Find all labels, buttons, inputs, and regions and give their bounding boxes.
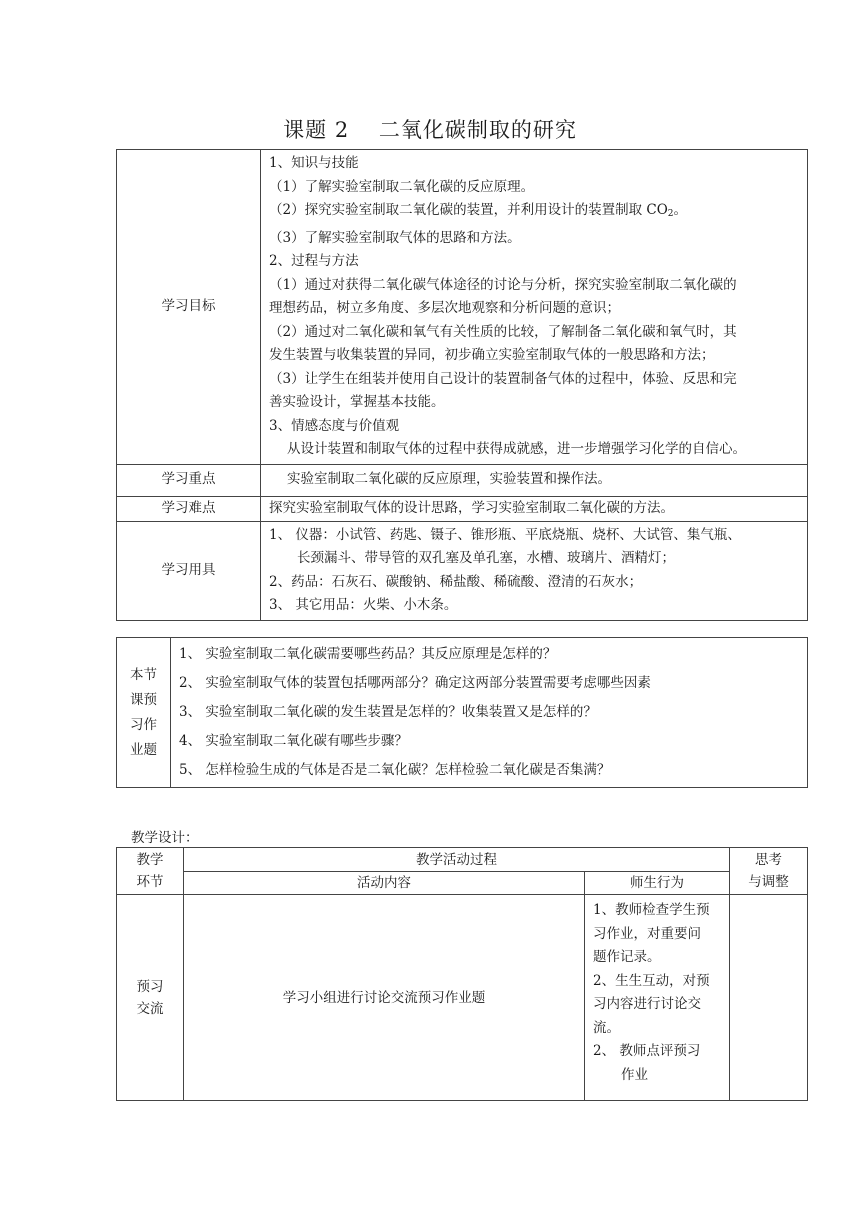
co2-subscript: 2 xyxy=(667,209,674,219)
behavior-line: 流。 xyxy=(593,1019,620,1036)
homework-item: 1、 实验室制取二氧化碳需要哪些药品？其反应原理是怎样的？ xyxy=(179,646,557,662)
reflect-cell xyxy=(730,895,808,1101)
homework-label-line: 课预 xyxy=(130,691,157,708)
goals-content xyxy=(261,150,808,465)
col-stage-line: 环节 xyxy=(136,874,164,890)
goals-line: （1）了解实验室制取二氧化碳的反应原理。 xyxy=(269,178,535,195)
difficulty-label: 学习难点 xyxy=(117,496,261,521)
col-stage-header xyxy=(117,848,184,895)
goals-line: 2、过程与方法 xyxy=(269,253,359,269)
stage-line: 交流 xyxy=(136,1000,164,1017)
goals-line: 善实验设计，掌握基本技能。 xyxy=(269,394,445,410)
design-label: 教学设计： xyxy=(131,830,199,846)
page-title: 课题 2 二氧化碳制取的研究 xyxy=(283,118,577,142)
stage-cell xyxy=(117,895,184,1101)
goals-line: （1）通过对获得二氧化碳气体途径的讨论与分析，探究实验室制取二氧化碳的 xyxy=(269,276,737,293)
co2-suffix: 。 xyxy=(673,202,688,218)
difficulty-text: 探究实验室制取气体的设计思路，学习实验室制取二氧化碳的方法。 xyxy=(261,496,808,521)
goals-line: （3）了解实验室制取气体的思路和方法。 xyxy=(269,229,521,246)
goals-line-co2-text: （2）探究实验室制取二氧化碳的装置，并利用设计的装置制取 CO xyxy=(269,202,668,218)
behavior-line: 2、 教师点评预习 xyxy=(593,1043,701,1059)
design-table xyxy=(116,847,808,1101)
key-label: 学习重点 xyxy=(117,464,261,496)
goals-line: （3）让学生在组装并使用自己设计的装置制备气体的过程中，体验、反思和完 xyxy=(269,370,737,387)
col-stage-line: 教学 xyxy=(136,852,164,868)
col-process-header: 教学活动过程 xyxy=(184,848,730,872)
tools-line: 1、 仪器：小试管、药匙、镊子、锥形瓶、平底烧瓶、烧杯、大试管、集气瓶、 xyxy=(269,526,741,543)
goals-line: 从设计装置和制取气体的过程中获得成就感，进一步增强学习化学的自信心。 xyxy=(287,441,746,457)
homework-label-line: 本节 xyxy=(130,666,157,683)
behavior-line: 1、教师检查学生预 xyxy=(593,902,710,918)
col-behavior-header: 师生行为 xyxy=(585,872,730,895)
stage-line: 预习 xyxy=(136,978,164,995)
homework-item: 2、 实验室制取气体的装置包括哪两部分？确定这两部分装置需要考虑哪些因素 xyxy=(179,675,651,691)
tools-label: 学习用具 xyxy=(117,521,261,620)
behavior-line: 习作业，对重要问 xyxy=(593,925,701,942)
table-row xyxy=(117,895,808,1101)
behavior-line: 习内容进行讨论交 xyxy=(593,996,701,1012)
goals-line-co2 xyxy=(269,199,803,227)
homework-label xyxy=(117,638,171,788)
tools-line: 长颈漏斗、带导管的双孔塞及单孔塞，水槽、玻璃片、酒精灯； xyxy=(297,550,675,566)
col-content-header: 活动内容 xyxy=(184,872,585,895)
goals-line: （2）通过对二氧化碳和氧气有关性质的比较，了解制备二氧化碳和氧气时，其 xyxy=(269,323,737,340)
tools-line: 3、 其它用品：火柴、小木条。 xyxy=(269,597,458,613)
col-reflect-header xyxy=(730,848,808,895)
behavior-line: 题作记录。 xyxy=(593,949,661,965)
tools-content xyxy=(261,521,808,620)
homework-label-line: 习作 xyxy=(130,716,157,733)
homework-label-line: 业题 xyxy=(130,741,157,758)
col-reflect-line: 思考 xyxy=(755,852,782,868)
behavior-line: 作业 xyxy=(621,1066,648,1083)
behavior-line: 2、生生互动，对预 xyxy=(593,972,710,989)
goals-line: 发生装置与收集装置的异同，初步确立实验室制取气体的一般思路和方法； xyxy=(269,347,715,363)
homework-table xyxy=(116,637,808,788)
content-cell: 学习小组进行讨论交流预习作业题 xyxy=(184,895,585,1101)
homework-item: 5、 怎样检验生成的气体是否是二氧化碳？怎样检验二氧化碳是否集满？ xyxy=(179,762,611,778)
homework-item: 3、 实验室制取二氧化碳的发生装置是怎样的？收集装置又是怎样的？ xyxy=(179,704,597,720)
homework-items xyxy=(171,638,808,788)
goals-label: 学习目标 xyxy=(117,150,261,465)
col-reflect-line: 与调整 xyxy=(748,874,789,890)
behavior-cell xyxy=(585,895,730,1101)
goals-line: 3、情感态度与价值观 xyxy=(269,417,400,434)
homework-item: 4、 实验室制取二氧化碳有哪些步骤？ xyxy=(179,733,408,749)
objectives-table xyxy=(116,149,808,621)
key-text: 实验室制取二氧化碳的反应原理，实验装置和操作法。 xyxy=(261,464,808,496)
goals-line: 理想药品，树立多角度、多层次地观察和分析问题的意识； xyxy=(269,300,620,316)
goals-line: 1、知识与技能 xyxy=(269,155,359,171)
tools-line: 2、药品：石灰石、碳酸钠、稀盐酸、稀硫酸、澄清的石灰水； xyxy=(269,573,643,590)
